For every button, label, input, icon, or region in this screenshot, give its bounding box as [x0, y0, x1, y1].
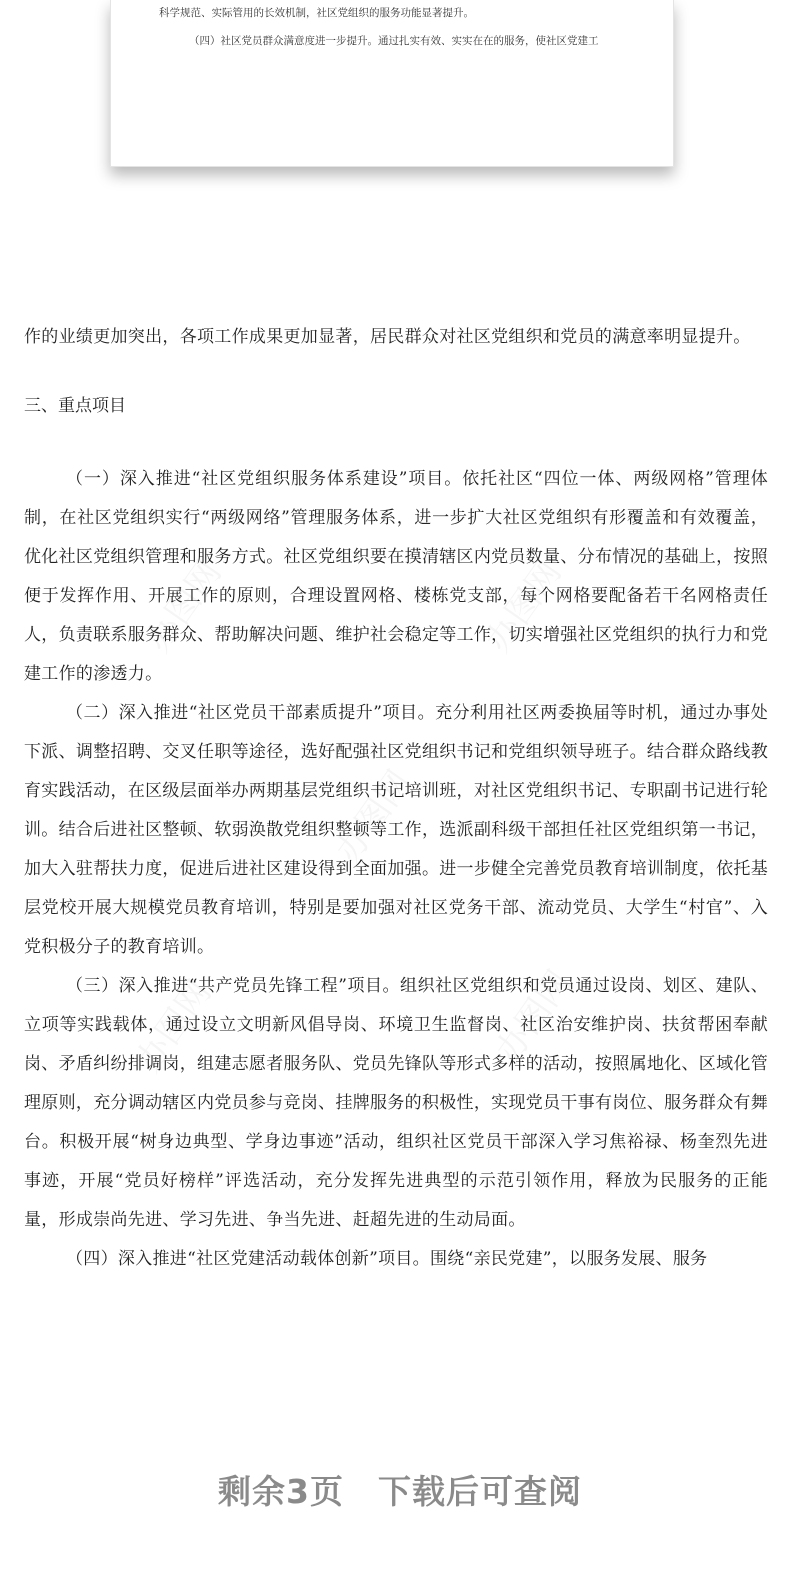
document-body	[24, 318, 768, 1279]
document-preview-card	[110, 0, 674, 167]
preview-text-line: 科学规范、实际管用的长效机制，社区党组织的服务功能显著提升。	[159, 7, 474, 19]
project-paragraph-3: （三）深入推进“共产党员先锋工程”项目。组织社区党组织和党员通过设岗、划区、建队、立项等实践载体，通过设立文明新风倡导岗、环境卫生监督岗、社区治安维护岗、扶贫帮困奉献岗、矛盾纠纷排调岗，组建志愿者服务队、党员先锋队等形式多样的活动，按照属地化、区域化管理原则，充分调动辖区内党员参与竞岗、挂牌服务的积极性，实现党员干事有岗位、服务群众有舞台。积极开展“树身边典型、学身边事迹”活动，组织社区党员干部深入学习焦裕禄、杨奎烈先进事迹，开展“党员好榜样”评选活动，充分发挥先进典型的示范引领作用，释放为民服务的正能量，形成崇尚先进、学习先进、争当先进、赶超先进的生动局面。	[24, 976, 768, 1230]
watermark: 办图网	[328, 763, 420, 870]
project-paragraph-4: （四）深入推进“社区党建活动载体创新”项目。围绕“亲民党建”，以服务发展、服务	[66, 1249, 708, 1269]
watermark: 办图网	[128, 973, 220, 1080]
preview-text-line: （四）社区党员群众满意度进一步提升。通过扎实有效、实实在在的服务，使社区党建工	[189, 35, 599, 47]
section-heading: 三、重点项目	[24, 396, 126, 416]
watermark: 办图网	[138, 553, 230, 660]
continuation-paragraph: 作的业绩更加突出，各项工作成果更加显著，居民群众对社区党组织和党员的满意率明显提升。	[24, 327, 751, 347]
project-paragraph-1: （一）深入推进“社区党组织服务体系建设”项目。依托社区“四位一体、两级网格”管理体制，在社区党组织实行“两级网络”管理服务体系，进一步扩大社区党组织有形覆盖和有效覆盖，优化社区党组织管理和服务方式。社区党组织要在摸清辖区内党员数量、分布情况的基础上，按照便于发挥作用、开展工作的原则，合理设置网格、楼栋党支部，每个网格要配备若干名网格责任人，负责联系服务群众、帮助解决问题、维护社会稳定等工作，切实增强社区党组织的执行力和党建工作的渗透力。	[24, 469, 768, 684]
remaining-pages-notice: 剩余3页 下载后可查阅	[218, 1472, 582, 1511]
watermark: 办图网	[478, 553, 570, 660]
watermark: 办图网	[488, 963, 580, 1070]
project-paragraph-2: （二）深入推进“社区党员干部素质提升”项目。充分利用社区两委换届等时机，通过办事处下派、调整招聘、交叉任职等途径，选好配强社区党组织书记和党组织领导班子。结合群众路线教育实践活动，在区级层面举办两期基层党组织书记培训班，对社区党组织书记、专职副书记进行轮训。结合后进社区整顿、软弱涣散党组织整顿等工作，选派副科级干部担任社区党组织第一书记，加大入驻帮扶力度，促进后进社区建设得到全面加强。进一步健全完善党员教育培训制度，依托基层党校开展大规模党员教育培训，特别是要加强对社区党务干部、流动党员、大学生“村官”、入党积极分子的教育培训。	[24, 703, 768, 957]
